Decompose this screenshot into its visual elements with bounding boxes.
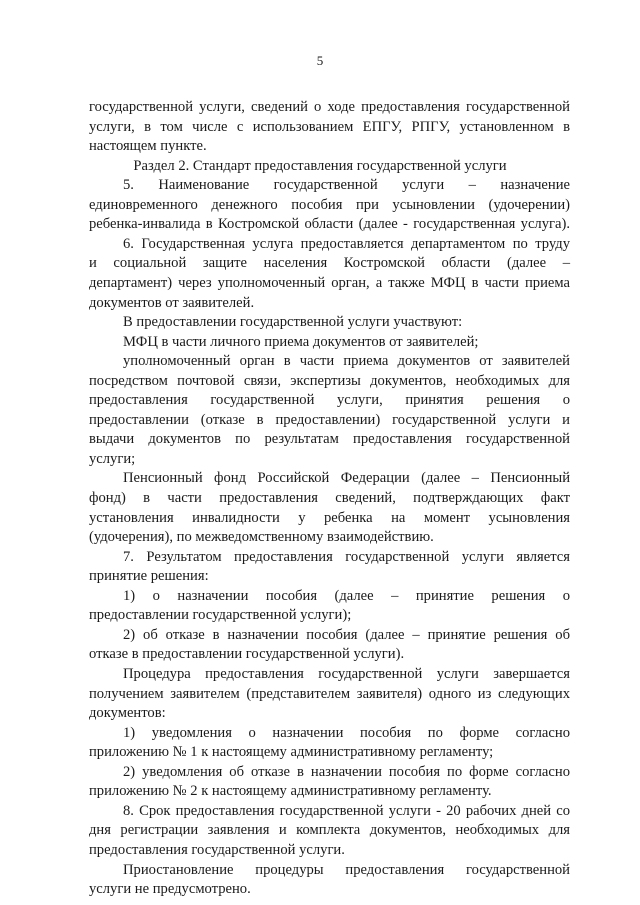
text-line: и социальной защите населения Костромской области (далее – [89, 255, 570, 272]
text-line: выдачи документов по результатам предоставления государственной [89, 431, 570, 448]
text-line: департамент) через уполномоченный орган, а также МФЦ в части приема [89, 275, 570, 291]
text-line: посредством почтовой связи, экспертизы документов, необходимых для [89, 372, 570, 389]
text-line: документов от заявителей. [89, 294, 255, 311]
text-line: Приостановление процедуры предоставления государственной [123, 861, 570, 878]
text-line: (удочерения), по межведомственному взаимодействию. [89, 529, 434, 546]
section-heading: Раздел 2. Стандарт предоставления государственной услуги [133, 157, 507, 174]
text-line: установления инвалидности у ребенка на момент усыновления [89, 509, 570, 526]
text-line: услуги, в том числе с использованием ЕПГУ, РПГУ, установленном в [89, 118, 570, 135]
text-line: единовременного денежного пособия при усыновлении (удочерении) [89, 196, 570, 213]
text-line: приложению № 1 к настоящему административному регламенту; [89, 744, 494, 761]
text-line: отказе в предоставлении государственной услуги). [89, 646, 405, 663]
text-line: услуги; [89, 450, 136, 467]
text-line: 1) о назначении пособия (далее – принятие решения о [123, 587, 570, 604]
text-line: 5. Наименование государственной услуги – назначение [123, 177, 570, 194]
text-line: предоставлении (отказе в предоставлении) государственной услуги и [89, 411, 570, 428]
text-line: 1) уведомления о назначении пособия по форме согласно [123, 724, 570, 741]
text-line: приложению № 2 к настоящему административному регламенту. [89, 783, 492, 800]
text-line: фонд) в части предоставления сведений, подтверждающих факт [89, 490, 570, 506]
text-line: государственной услуги, сведений о ходе предоставления государственной [89, 99, 570, 115]
text-line: Пенсионный фонд Российской Федерации (далее – Пенсионный [123, 470, 570, 487]
text-line: предоставления государственной услуги, принятия решения о [89, 392, 570, 409]
text-line: принятие решения: [89, 568, 209, 585]
page-number: 5 [316, 53, 324, 68]
text-line: В предоставлении государственной услуги участвуют: [123, 314, 463, 331]
text-line: документов: [89, 705, 166, 722]
text-line: 6. Государственная услуга предоставляется департаментом по труду [123, 235, 570, 252]
text-line: уполномоченный орган в части приема документов от заявителей [123, 353, 570, 370]
text-line: ребенка-инвалида в Костромской области (далее - государственная услуга). [89, 216, 570, 233]
text-line: Процедура предоставления государственной услуги завершается [123, 666, 570, 682]
text-line: 8. Срок предоставления государственной услуги - 20 рабочих дней со [123, 802, 570, 819]
text-line: 2) уведомления об отказе в назначении пособия по форме согласно [123, 763, 570, 780]
text-line: предоставления государственной услуги. [89, 841, 345, 858]
text-line: 7. Результатом предоставления государственной услуги является [123, 548, 570, 565]
text-line: 2) об отказе в назначении пособия (далее – принятие решения об [123, 626, 570, 643]
text-line: настоящем пункте. [89, 138, 207, 155]
text-line: дня регистрации заявления и комплекта документов, необходимых для [89, 822, 570, 839]
text-line: предоставлении государственной услуги); [89, 607, 352, 624]
text-line: получением заявителем (представителем заявителя) одного из следующих [89, 685, 570, 702]
text-line: услуги не предусмотрено. [89, 881, 251, 897]
text-line: МФЦ в части личного приема документов от заявителей; [123, 333, 479, 350]
